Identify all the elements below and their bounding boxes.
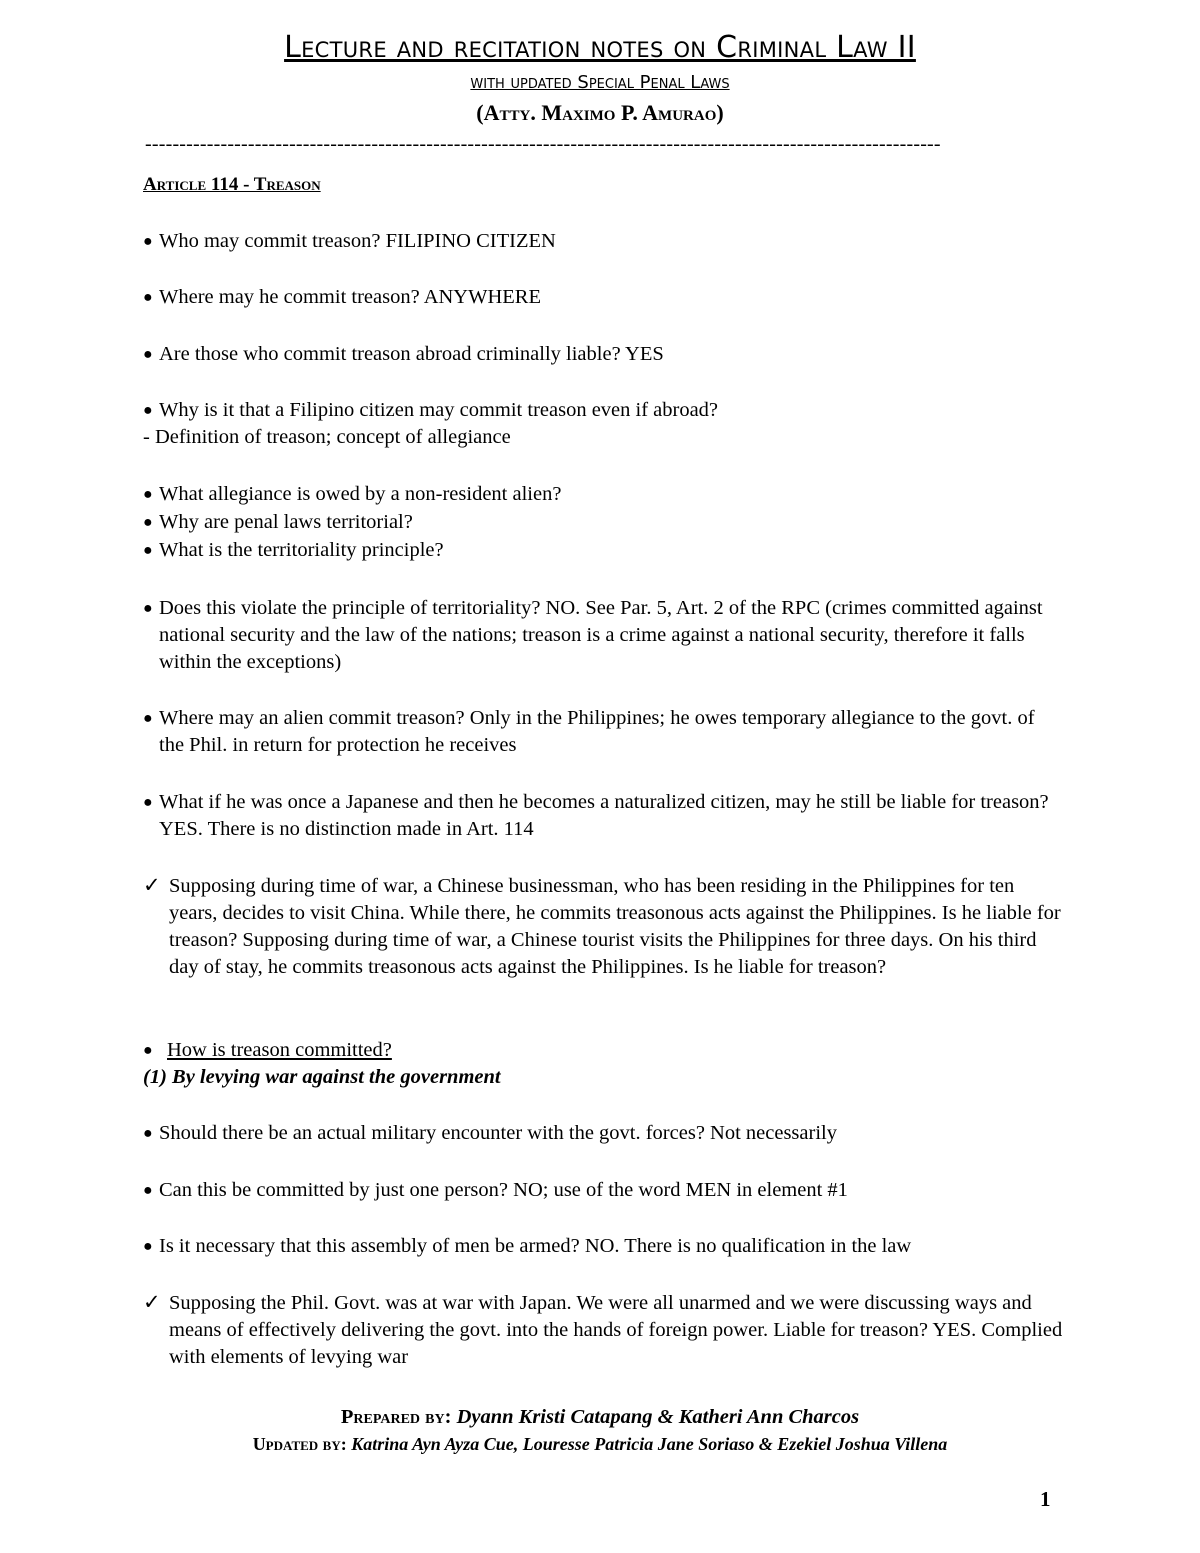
bullet-icon: ● <box>143 402 153 419</box>
prepared-by-line <box>0 1406 1200 1429</box>
bullet-icon: ● <box>143 514 153 531</box>
document-title: Lecture and recitation notes on Criminal Law II <box>284 30 916 65</box>
list-item: ● Why are penal laws territorial? <box>143 509 1063 536</box>
bullet-icon: ● <box>143 486 153 503</box>
article-heading: Article 114 - Treason <box>143 174 321 195</box>
list-item-check: ✓ Supposing the Phil. Govt. was at war with Japan. We were all unarmed and we were discussing ways and means of effectively delivering the govt. into the hands of foreign power. Liable for treason? YES. Complied with elements of levying war <box>143 1290 1063 1368</box>
bullet-icon: ● <box>143 1042 153 1059</box>
section-heading: (1) By levying war against the government <box>143 1066 501 1088</box>
list-item: ● Does this violate the principle of territoriality? NO. See Par. 5, Art. 2 of the RPC (crimes committed against national security and the law of the nations; treason is a crime against a national security, therefore it falls within the exceptions) <box>143 597 1043 673</box>
updated-by-line <box>0 1434 1200 1455</box>
bullet-icon: ● <box>143 346 153 363</box>
list-item: ● Are those who commit treason abroad criminally liable? YES <box>143 341 1063 368</box>
list-item: ● Is it necessary that this assembly of men be armed? NO. There is no qualification in the law <box>143 1233 1063 1260</box>
bullet-icon: ● <box>143 233 153 250</box>
list-item-note: - Definition of treason; concept of allegiance <box>143 426 511 448</box>
bullet-icon: ● <box>143 1238 153 1255</box>
list-item: ● Should there be an actual military encounter with the govt. forces? Not necessarily <box>143 1120 1063 1147</box>
list-item: ● What allegiance is owed by a non-resident alien? <box>143 481 1063 508</box>
list-item: ● What is the territoriality principle? <box>143 537 1063 564</box>
list-item: ● Where may he commit treason? ANYWHERE <box>143 284 1063 311</box>
prepared-by-label: Prepared by: <box>340 1406 452 1428</box>
list-item: ● Where may an alien commit treason? Only in the Philippines; he owes temporary allegiance to the govt. of the Phil. in return for protection he receives <box>143 707 1035 756</box>
list-item: ● Can this be committed by just one person? NO; use of the word MEN in element #1 <box>143 1177 1063 1204</box>
document-author: (Atty. Maximo P. Amurao) <box>476 100 724 125</box>
list-item: ● Why is it that a Filipino citizen may commit treason even if abroad? <box>143 397 1063 424</box>
bullet-icon: ● <box>143 1182 153 1199</box>
bullet-icon: ● <box>143 600 153 617</box>
updated-by-names: Katrina Ayn Ayza Cue, Louresse Patricia Jane Soriaso & Ezekiel Joshua Villena <box>351 1434 948 1454</box>
page-number: 1 <box>1040 1487 1051 1511</box>
list-item: ● What if he was once a Japanese and then he becomes a naturalized citizen, may he still be liable for treason? YES. There is no distinction made in Art. 114 <box>143 791 1049 840</box>
checkmark-icon: ✓ <box>143 873 161 897</box>
document-subtitle: with updated Special Penal Laws <box>470 72 730 93</box>
bullet-icon: ● <box>143 289 153 306</box>
updated-by-label: Updated by: <box>252 1434 347 1454</box>
list-item-check: ✓ Supposing during time of war, a Chinese businessman, who has been residing in the Philippines for ten years, decides to visit China. While there, he commits treasonous acts against the Philippines. Is he liable for treason? Supposing during time of war, a Chinese tourist visits the Philippines for three days. On his third day of stay, he commits treasonous acts against the Philippines. Is he liable for treason? <box>143 873 1061 978</box>
bullet-icon: ● <box>143 710 153 727</box>
bullet-icon: ● <box>143 542 153 559</box>
checkmark-icon: ✓ <box>143 1290 161 1314</box>
list-item: ● How is treason committed? <box>143 1037 1063 1064</box>
list-item: ● Who may commit treason? FILIPINO CITIZEN <box>143 228 1063 255</box>
bullet-icon: ● <box>143 794 153 811</box>
prepared-by-names: Dyann Kristi Catapang & Katheri Ann Charcos <box>456 1406 860 1428</box>
bullet-icon: ● <box>143 1125 153 1142</box>
divider-rule: -------------------------------------------------------------------------------------------------------------------- <box>145 133 941 155</box>
